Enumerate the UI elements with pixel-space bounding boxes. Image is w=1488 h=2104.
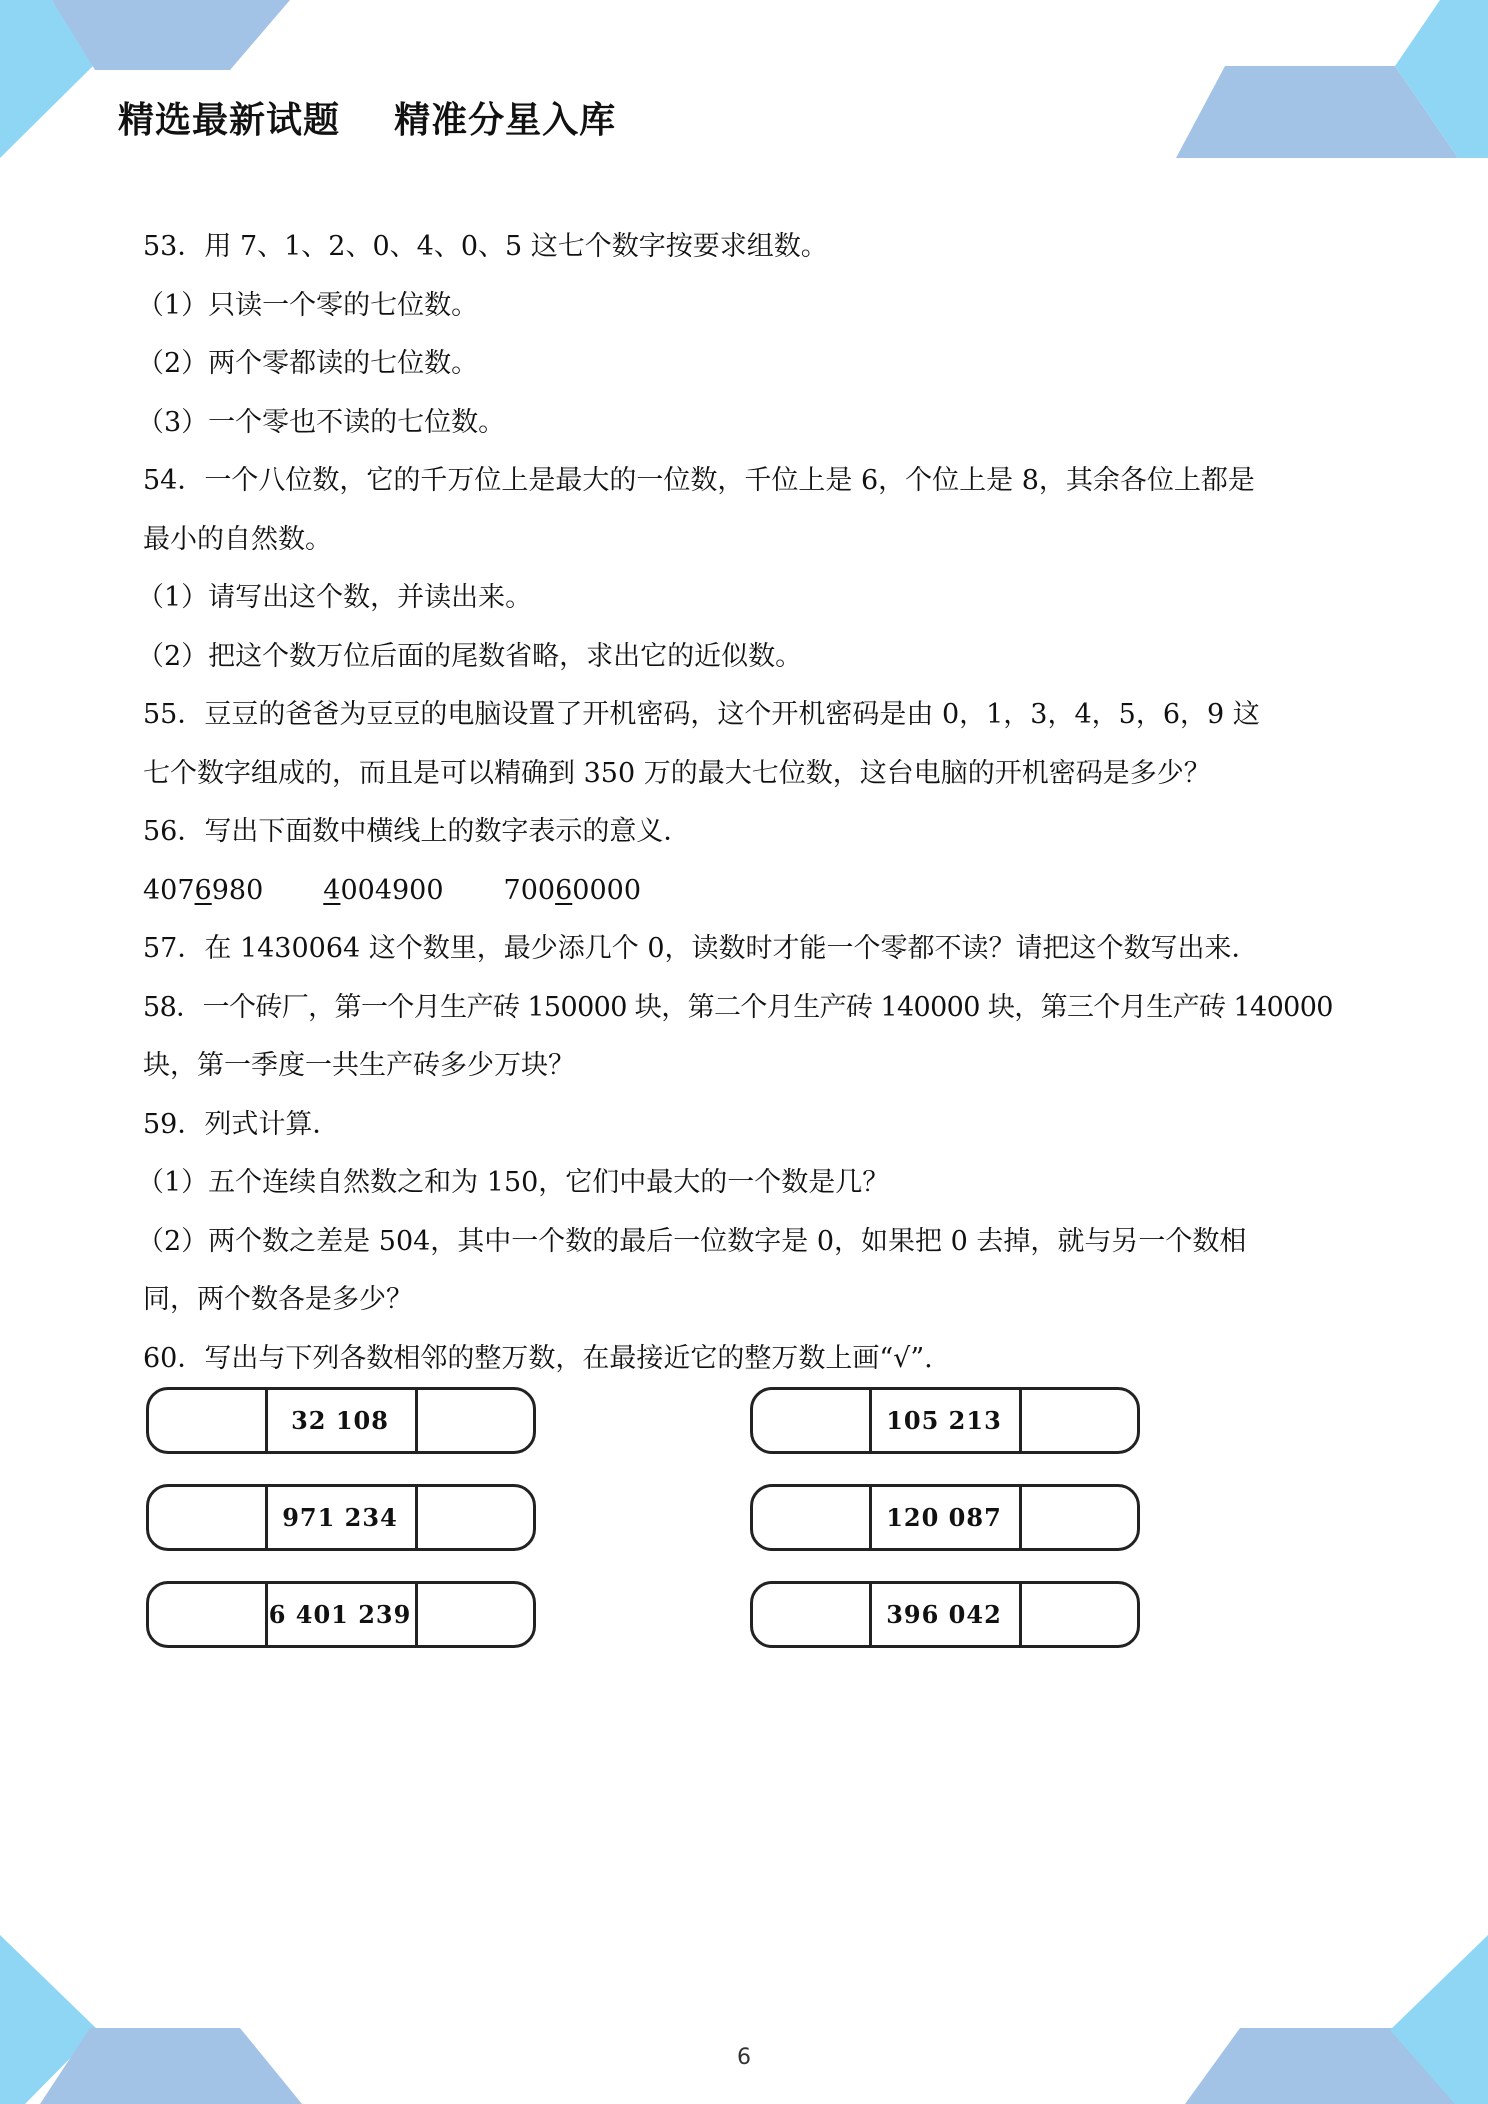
upper-ten-thousand-blank[interactable] [1022,1584,1137,1645]
q55-line1: 55．豆豆的爸爸为豆豆的电脑设置了开机密码，这个开机密码是由 0，1，3，4，5，6，9 这 [143,699,1260,730]
bottom-left-decoration [0,1935,302,2104]
q56-number-2 [323,875,443,906]
q53-part-3: （3）一个零也不读的七位数。 [137,406,506,438]
q56-number-3 [504,875,641,906]
lower-ten-thousand-blank[interactable] [753,1390,872,1451]
q56-n3-underlined-digit: 6 [555,874,573,906]
q56-stem: 56．写出下面数中横线上的数字表示的意义． [143,816,691,847]
lower-ten-thousand-blank[interactable] [149,1487,268,1548]
question-content [137,218,1353,1388]
q56-number-1 [143,875,263,906]
q58-line2: 块，第一季度一共生产砖多少万块？ [143,1050,575,1081]
q59-part-2-line1: （2）两个数之差是 504，其中一个数的最后一位数字是 0，如果把 0 去掉，就与另一个数相 [137,1225,1247,1257]
number-box [750,1484,1140,1551]
q56-numbers [143,862,1353,921]
upper-ten-thousand-blank[interactable] [1022,1390,1137,1451]
q53-stem: 53．用 7、1、2、0、4、0、5 这七个数字按要求组数。 [143,231,828,262]
upper-ten-thousand-blank[interactable] [418,1487,533,1548]
page-number: 6 [737,2045,751,2070]
q54-part-1: （1）请写出这个数，并读出来。 [137,582,533,613]
number-value: 971 234 [265,1487,418,1548]
q56-n3-after: 0000 [572,874,641,906]
q58-line1: 58．一个砖厂，第一个月生产砖 150000 块，第二个月生产砖 140000 块，第三个月生产砖 140000 [143,991,1333,1023]
q60-stem: 60．写出与下列各数相邻的整万数，在最接近它的整万数上画“√”. [143,1342,933,1374]
q59-stem: 59．列式计算． [143,1108,340,1140]
q56-n3-before: 700 [503,874,556,906]
number-value: 6 401 239 [265,1584,418,1645]
number-box [750,1387,1140,1454]
q56-n2-underlined-digit: 4 [323,874,341,906]
q53-part-2: （2）两个零都读的七位数。 [137,348,479,379]
q57-stem: 57．在 1430064 这个数里，最少添几个 0，读数时才能一个零都不读？请把这个数写出来． [143,933,1259,964]
lower-ten-thousand-blank[interactable] [149,1584,268,1645]
bottom-right-decoration [1185,1935,1488,2104]
q54-part-2: （2）把这个数万位后面的尾数省略，求出它的近似数。 [137,640,803,672]
number-value: 32 108 [265,1390,418,1451]
number-box [146,1484,536,1551]
number-box [750,1581,1140,1648]
number-value: 396 042 [869,1584,1022,1645]
q56-n2-after: 004900 [340,874,444,906]
q56-n1-underlined-digit: 6 [194,874,212,906]
q59-part-1: （1）五个连续自然数之和为 150，它们中最大的一个数是几？ [137,1167,890,1198]
q53-part-1: （1）只读一个零的七位数。 [137,289,479,321]
top-right-decoration [1176,0,1488,158]
q54-stem-line1: 54．一个八位数，它的千万位上是最大的一位数，千位上是 6，个位上是 8，其余各位上都是 [143,465,1255,496]
q56-n1-before: 407 [143,874,195,906]
upper-ten-thousand-blank[interactable] [1022,1487,1137,1548]
q56-n1-after: 980 [211,874,264,906]
lower-ten-thousand-blank[interactable] [149,1390,268,1451]
upper-ten-thousand-blank[interactable] [418,1390,533,1451]
number-box [146,1387,536,1454]
lower-ten-thousand-blank[interactable] [753,1584,872,1645]
number-box [146,1581,536,1648]
lower-ten-thousand-blank[interactable] [753,1487,872,1548]
number-value: 120 087 [869,1487,1022,1548]
q59-part-2-line2: 同，两个数各是多少？ [143,1284,413,1315]
q55-line2: 七个数字组成的，而且是可以精确到 350 万的最大七位数，这台电脑的开机密码是多少？ [143,757,1211,789]
q54-stem-line2: 最小的自然数。 [143,523,332,555]
upper-ten-thousand-blank[interactable] [418,1584,533,1645]
number-value: 105 213 [869,1390,1022,1451]
header-title: 精选最新试题 精准分星入库 [118,100,617,141]
